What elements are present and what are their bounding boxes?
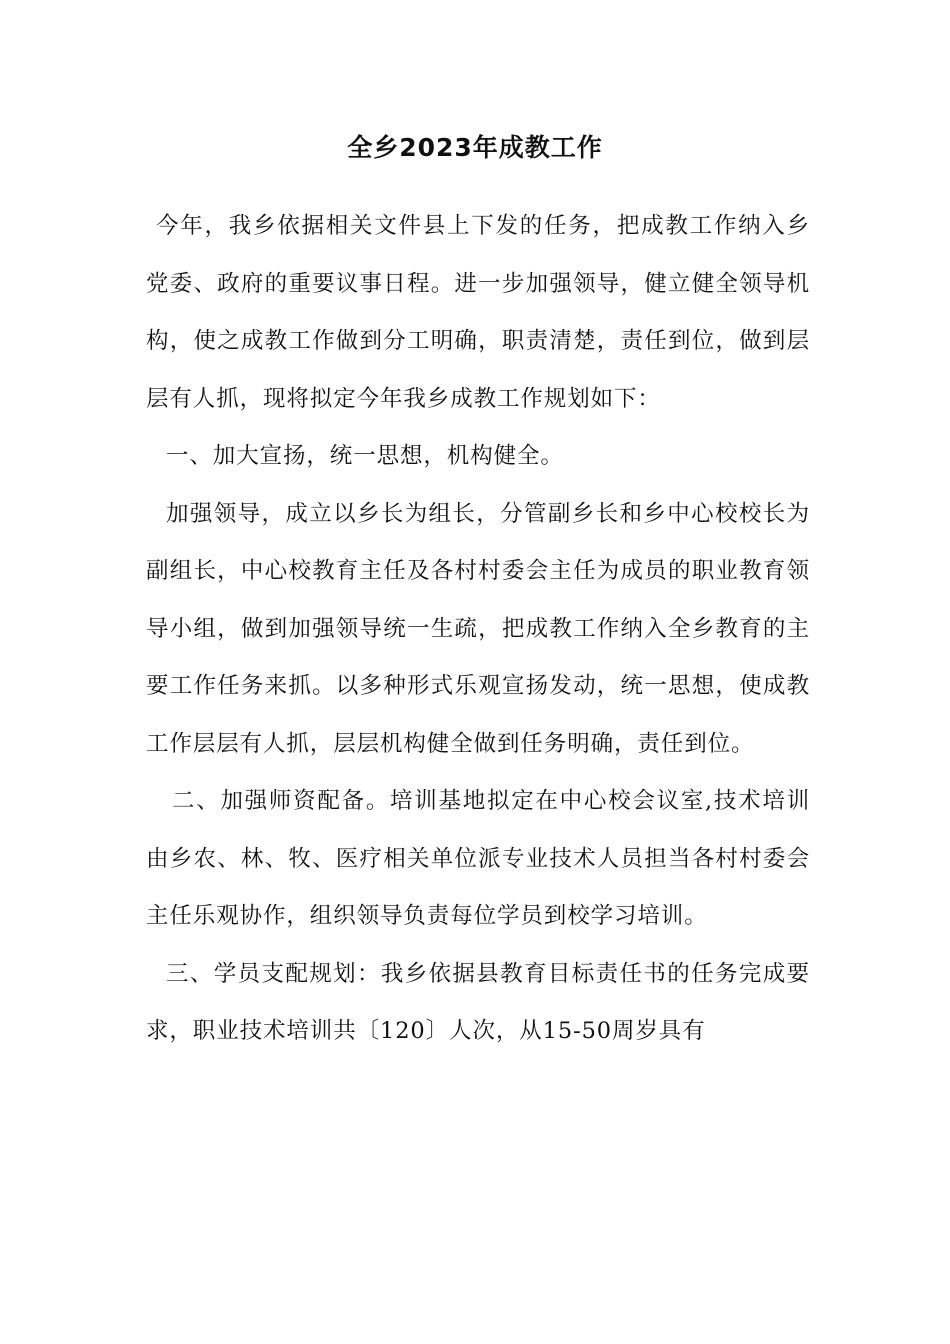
section-2-paragraph: 二、加强师资配备。培训基地拟定在中心校会议室,技术培训由乡农、林、牧、医疗相关单位派专业技术人员担当各村村委会主任乐观协作，组织领导负责每位学员到校学习培训。 [146, 788, 810, 929]
document-body [146, 198, 810, 1061]
document-title: 全乡2023年成教工作 [347, 133, 603, 162]
section-3-paragraph: 三、学员支配规划：我乡依据县教育目标责任书的任务完成要求，职业技术培训共〔120〕人次，从15-50周岁具有 [146, 960, 810, 1044]
section-heading-1: 一、加大宣扬，统一思想，机构健全。 [166, 443, 564, 469]
section-1-paragraph: 加强领导，成立以乡长为组长，分管副乡长和乡中心校校长为副组长，中心校教育主任及各村村委会主任为成员的职业教育领导小组，做到加强领导统一生疏，把成教工作纳入全乡教育的主要工作任务来抓。以多种形式乐观宣扬发动，统一思想，使成教工作层层有人抓，层层机构健全做到任务明确，责任到位。 [146, 500, 810, 757]
intro-paragraph: 今年，我乡依据相关文件县上下发的任务，把成教工作纳入乡党委、政府的重要议事日程。进一步加强领导，健立健全领导机构，使之成教工作做到分工明确，职责清楚，责任到位，做到层层有人抓，现将拟定今年我乡成教工作规划如下： [146, 213, 810, 412]
